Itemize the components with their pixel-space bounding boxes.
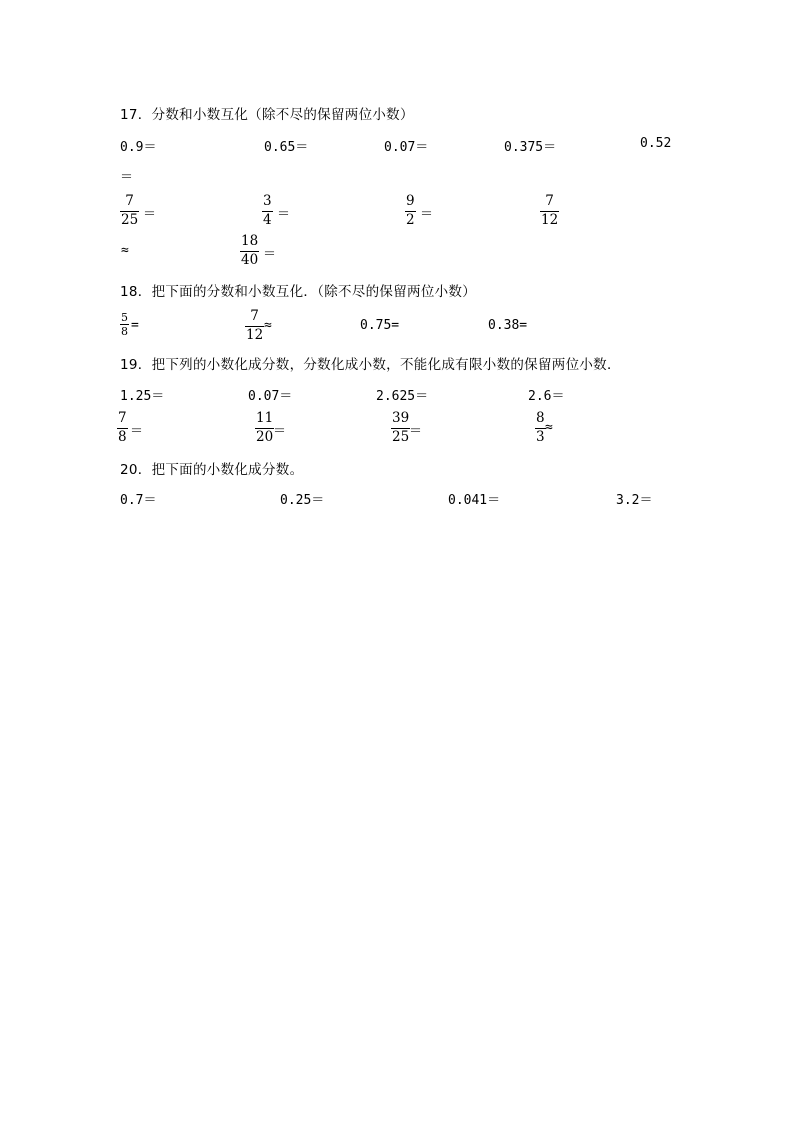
q17-item-0-375: 0.375＝ [504, 140, 557, 155]
approx-sign: ≈ [121, 243, 129, 258]
equals-sign: ＝ [409, 424, 423, 439]
q17-item-0-52: 0.52 [640, 136, 672, 151]
denominator: 12 [541, 211, 559, 228]
q19-item-2-6: 2.6＝ [528, 389, 565, 404]
question-20-title: 20．把下面的小数化成分数。 [120, 462, 304, 478]
denominator: 8 [118, 428, 127, 445]
numerator: 18 [241, 233, 259, 249]
equals-sign: ＝ [273, 424, 287, 439]
numerator: 7 [250, 308, 259, 324]
denominator: 2 [406, 211, 415, 228]
numerator: 8 [536, 410, 545, 426]
q20-item-0-25: 0.25＝ [280, 493, 325, 508]
denominator: 20 [256, 428, 274, 445]
numerator: 7 [125, 193, 134, 209]
q17-fraction-7-25 [120, 195, 139, 227]
numerator: 11 [256, 410, 274, 426]
q20-item-0-7: 0.7＝ [120, 493, 157, 508]
q18-item-0-75: 0.75= [360, 318, 400, 333]
q18-item-0-38: 0.38= [488, 318, 528, 333]
q17-item-0-65: 0.65＝ [264, 140, 309, 155]
denominator: 25 [392, 428, 410, 445]
q19-fraction-11-20 [255, 412, 274, 444]
equals-sign: ＝ [263, 247, 277, 262]
numerator: 3 [263, 193, 272, 209]
q17-fraction-3-4 [262, 195, 273, 227]
q20-item-0-041: 0.041＝ [448, 493, 501, 508]
q17-item-0-52-equals: ＝ [120, 170, 134, 185]
question-18-title: 18．把下面的分数和小数互化．（除不尽的保留两位小数） [120, 284, 477, 300]
numerator: 5 [121, 311, 128, 324]
q19-item-2-625: 2.625＝ [376, 389, 429, 404]
denominator: 25 [121, 211, 139, 228]
q19-item-1-25: 1.25＝ [120, 389, 165, 404]
equals-sign: ＝ [420, 207, 434, 222]
numerator: 9 [406, 193, 415, 209]
q20-item-3-2: 3.2＝ [616, 493, 653, 508]
q17-fraction-7-12 [540, 195, 559, 227]
q18-fraction-5-8 [120, 312, 129, 337]
q17-fraction-9-2 [405, 195, 416, 227]
denominator: 8 [121, 325, 128, 338]
numerator: 7 [545, 193, 554, 209]
denominator: 3 [536, 428, 545, 445]
q19-fraction-39-25 [391, 412, 410, 444]
question-17-title: 17．分数和小数互化（除不尽的保留两位小数） [120, 107, 414, 123]
numerator: 7 [118, 410, 127, 426]
q19-fraction-7-8 [117, 412, 128, 444]
denominator: 12 [246, 326, 264, 343]
equals-sign: ＝ [277, 207, 291, 222]
approx-sign: ≈ [545, 420, 553, 435]
approx-sign: ≈ [264, 318, 272, 333]
q19-fraction-8-3 [535, 412, 546, 444]
q19-item-0-07: 0.07＝ [248, 389, 293, 404]
denominator: 40 [241, 251, 259, 268]
q17-fraction-18-40 [240, 235, 259, 267]
q17-item-0-07: 0.07＝ [384, 140, 429, 155]
question-19-title: 19．把下列的小数化成分数，分数化成小数，不能化成有限小数的保留两位小数． [120, 357, 621, 373]
q17-item-0-9: 0.9＝ [120, 140, 157, 155]
q18-fraction-7-12 [245, 310, 264, 342]
numerator: 39 [392, 410, 410, 426]
equals-sign: = [131, 318, 139, 333]
equals-sign: ＝ [143, 207, 157, 222]
equals-sign: ＝ [130, 424, 144, 439]
denominator: 4 [263, 211, 272, 228]
